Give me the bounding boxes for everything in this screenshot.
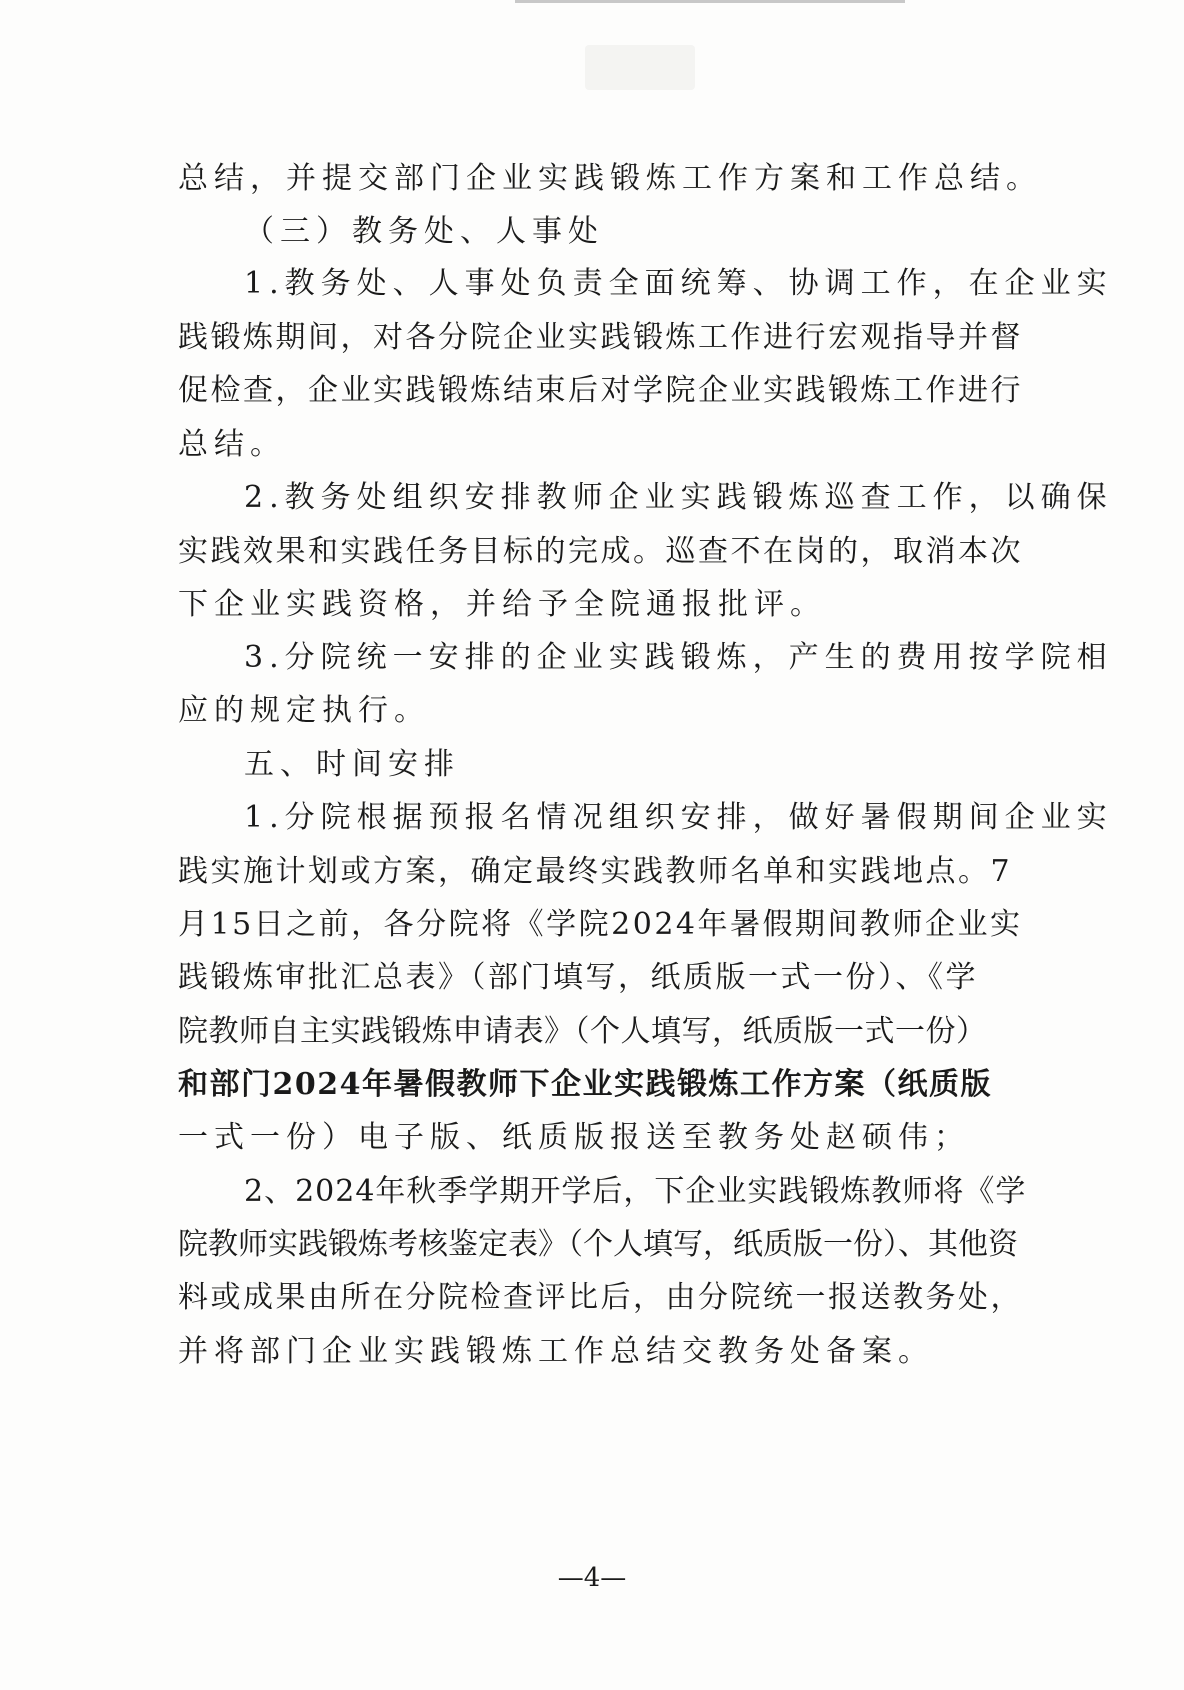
paragraph-line: 促检查，企业实践锻炼结束后对学院企业实践锻炼工作进行 [178,373,1023,408]
paragraph-line: 总结，并提交部门企业实践锻炼工作方案和工作总结。 [178,161,1042,196]
paragraph-line: 3.分院统一安排的企业实践锻炼，产生的费用按学院相 [244,640,1113,675]
paragraph-line: 并将部门企业实践锻炼工作总结交教务处备案。 [178,1334,934,1369]
paragraph-line: 1.教务处、人事处负责全面统筹、协调工作，在企业实 [244,266,1113,301]
section-heading: （三）教务处、人事处 [244,214,604,249]
paragraph-line: 践锻炼期间，对各分院企业实践锻炼工作进行宏观指导并督 [178,320,1023,355]
paragraph-line: 1.分院根据预报名情况组织安排，做好暑假期间企业实 [244,800,1113,835]
paragraph-line: 应的规定执行。 [178,693,430,728]
page-number: —4— [557,1563,627,1593]
scan-artifact [515,0,905,3]
section-heading: 五、时间安排 [244,747,460,782]
paragraph-line: 总结。 [178,427,286,462]
faded-mark [585,45,695,90]
paragraph-line: 院教师自主实践锻炼申请表》（个人填写，纸质版一式一份） [178,1014,987,1049]
paragraph-line: 料或成果由所在分院检查评比后，由分院统一报送教务处， [178,1280,1023,1315]
paragraph-line: 2、2024年秋季学期开学后，下企业实践锻炼教师将《学 [244,1174,1027,1209]
paragraph-line: 院教师实践锻炼考核鉴定表》（个人填写，纸质版一份）、其他资 [178,1227,1018,1262]
paragraph-line: 一式一份）电子版、纸质版报送至教务处赵硕伟； [178,1120,970,1155]
paragraph-line: 实践效果和实践任务目标的完成。巡查不在岗的，取消本次 [178,534,1023,569]
paragraph-line: 2.教务处组织安排教师企业实践锻炼巡查工作，以确保 [244,480,1113,515]
paragraph-line: 践实施计划或方案，确定最终实践教师名单和实践地点。7 [178,854,1013,889]
paragraph-line: 月15日之前，各分院将《学院2024年暑假期间教师企业实 [178,907,1023,942]
paragraph-line: 下企业实践资格，并给予全院通报批评。 [178,587,826,622]
paragraph-line: 和部门2024年暑假教师下企业实践锻炼工作方案（纸质版 [178,1067,992,1102]
paragraph-line: 践锻炼审批汇总表》（部门填写，纸质版一式一份）、《学 [178,960,978,995]
